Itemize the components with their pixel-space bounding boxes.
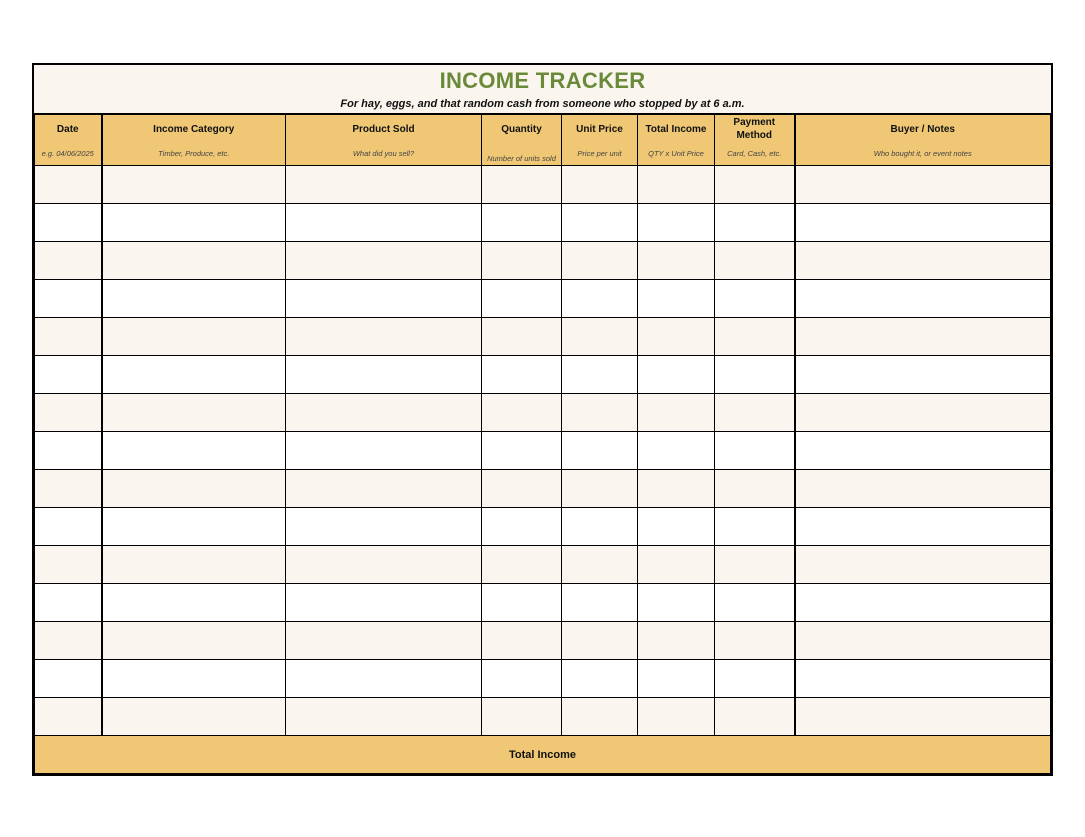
cell-date[interactable]	[35, 242, 102, 280]
cell-unit-price[interactable]	[562, 546, 638, 584]
column-hint: Card, Cash, etc.	[727, 149, 782, 158]
cell-date[interactable]	[35, 698, 102, 736]
cell-quantity[interactable]	[482, 394, 562, 432]
cell-buyer-notes[interactable]	[795, 584, 1051, 622]
cell-payment-method[interactable]	[715, 698, 795, 736]
cell-payment-method[interactable]	[715, 394, 795, 432]
cell-product-sold[interactable]	[286, 318, 482, 356]
cell-buyer-notes[interactable]	[795, 394, 1051, 432]
cell-buyer-notes[interactable]	[795, 356, 1051, 394]
cell-buyer-notes[interactable]	[795, 622, 1051, 660]
cell-income-category[interactable]	[102, 584, 286, 622]
cell-quantity[interactable]	[482, 356, 562, 394]
cell-payment-method[interactable]	[715, 166, 795, 204]
table-row	[35, 432, 1051, 470]
cell-product-sold[interactable]	[286, 242, 482, 280]
cell-payment-method[interactable]	[715, 356, 795, 394]
cell-product-sold[interactable]	[286, 508, 482, 546]
cell-date[interactable]	[35, 546, 102, 584]
cell-income-category[interactable]	[102, 318, 286, 356]
table-row	[35, 356, 1051, 394]
cell-buyer-notes[interactable]	[795, 318, 1051, 356]
title-block	[34, 65, 1051, 114]
cell-income-category[interactable]	[102, 698, 286, 736]
cell-date[interactable]	[35, 204, 102, 242]
cell-buyer-notes[interactable]	[795, 508, 1051, 546]
cell-total-income[interactable]	[638, 394, 715, 432]
cell-product-sold[interactable]	[286, 470, 482, 508]
cell-income-category[interactable]	[102, 622, 286, 660]
cell-product-sold[interactable]	[286, 432, 482, 470]
cell-total-income[interactable]	[638, 470, 715, 508]
column-hint: e.g. 04/06/2025	[41, 149, 94, 158]
column-header-unit-price: Unit Price Price per unit	[562, 115, 638, 166]
cell-quantity[interactable]	[482, 204, 562, 242]
table-row	[35, 660, 1051, 698]
cell-payment-method[interactable]	[715, 280, 795, 318]
column-header-total-income: Total Income QTY x Unit Price	[638, 115, 715, 166]
cell-quantity[interactable]	[482, 318, 562, 356]
cell-payment-method[interactable]	[715, 584, 795, 622]
cell-quantity[interactable]	[482, 508, 562, 546]
column-header-product-sold: Product Sold What did you sell?	[286, 115, 482, 166]
income-tracker-sheet	[32, 63, 1053, 776]
cell-unit-price[interactable]	[562, 508, 638, 546]
cell-date[interactable]	[35, 318, 102, 356]
cell-income-category[interactable]	[102, 394, 286, 432]
column-header-buyer-notes: Buyer / Notes Who bought it, or event notes	[795, 115, 1051, 166]
cell-income-category[interactable]	[102, 204, 286, 242]
cell-total-income[interactable]	[638, 242, 715, 280]
cell-quantity[interactable]	[482, 660, 562, 698]
cell-unit-price[interactable]	[562, 660, 638, 698]
column-hint: What did you sell?	[352, 149, 415, 158]
table-row	[35, 394, 1051, 432]
table-row	[35, 166, 1051, 204]
cell-payment-method[interactable]	[715, 622, 795, 660]
column-hint: Who bought it, or event notes	[873, 149, 972, 158]
cell-date[interactable]	[35, 584, 102, 622]
column-hint: Timber, Produce, etc.	[158, 149, 230, 158]
cell-quantity[interactable]	[482, 470, 562, 508]
cell-buyer-notes[interactable]	[795, 698, 1051, 736]
cell-product-sold[interactable]	[286, 280, 482, 318]
table-row	[35, 280, 1051, 318]
column-hint: Price per unit	[577, 149, 622, 158]
cell-quantity[interactable]	[482, 698, 562, 736]
cell-payment-method[interactable]	[715, 470, 795, 508]
cell-buyer-notes[interactable]	[795, 242, 1051, 280]
cell-quantity[interactable]	[482, 280, 562, 318]
total-row	[35, 736, 1051, 774]
cell-date[interactable]	[35, 356, 102, 394]
cell-unit-price[interactable]	[562, 242, 638, 280]
cell-total-income[interactable]	[638, 280, 715, 318]
cell-buyer-notes[interactable]	[795, 432, 1051, 470]
column-header-payment-method: Payment Method Card, Cash, etc.	[715, 115, 795, 166]
cell-unit-price[interactable]	[562, 318, 638, 356]
cell-total-income[interactable]	[638, 698, 715, 736]
cell-product-sold[interactable]	[286, 394, 482, 432]
cell-date[interactable]	[35, 508, 102, 546]
table-row	[35, 318, 1051, 356]
cell-payment-method[interactable]	[715, 432, 795, 470]
cell-product-sold[interactable]	[286, 584, 482, 622]
cell-date[interactable]	[35, 280, 102, 318]
cell-buyer-notes[interactable]	[795, 280, 1051, 318]
cell-product-sold[interactable]	[286, 660, 482, 698]
cell-quantity[interactable]	[482, 584, 562, 622]
cell-buyer-notes[interactable]	[795, 546, 1051, 584]
table-row	[35, 508, 1051, 546]
table-row	[35, 698, 1051, 736]
cell-unit-price[interactable]	[562, 698, 638, 736]
cell-payment-method[interactable]	[715, 318, 795, 356]
cell-date[interactable]	[35, 166, 102, 204]
table-row	[35, 242, 1051, 280]
cell-total-income[interactable]	[638, 660, 715, 698]
column-hint: Number of units sold	[487, 154, 556, 163]
cell-payment-method[interactable]	[715, 204, 795, 242]
cell-unit-price[interactable]	[562, 470, 638, 508]
column-hint: QTY x Unit Price	[648, 149, 704, 158]
cell-total-income[interactable]	[638, 356, 715, 394]
cell-quantity[interactable]	[482, 546, 562, 584]
table-row	[35, 622, 1051, 660]
cell-income-category[interactable]	[102, 546, 286, 584]
cell-payment-method[interactable]	[715, 242, 795, 280]
cell-income-category[interactable]	[102, 508, 286, 546]
cell-buyer-notes[interactable]	[795, 204, 1051, 242]
cell-income-category[interactable]	[102, 660, 286, 698]
cell-unit-price[interactable]	[562, 622, 638, 660]
table-row	[35, 584, 1051, 622]
cell-unit-price[interactable]	[562, 204, 638, 242]
income-table	[34, 114, 1051, 774]
cell-product-sold[interactable]	[286, 546, 482, 584]
column-header-quantity: Quantity Number of units sold	[482, 115, 562, 166]
cell-payment-method[interactable]	[715, 660, 795, 698]
cell-product-sold[interactable]	[286, 622, 482, 660]
cell-product-sold[interactable]	[286, 356, 482, 394]
cell-total-income[interactable]	[638, 622, 715, 660]
cell-total-income[interactable]	[638, 546, 715, 584]
cell-buyer-notes[interactable]	[795, 470, 1051, 508]
cell-buyer-notes[interactable]	[795, 166, 1051, 204]
page-subtitle: For hay, eggs, and that random cash from someone who stopped by at 6 a.m.	[340, 98, 745, 110]
cell-date[interactable]	[35, 394, 102, 432]
cell-quantity[interactable]	[482, 166, 562, 204]
cell-total-income[interactable]	[638, 318, 715, 356]
cell-product-sold[interactable]	[286, 166, 482, 204]
header-row	[35, 115, 1051, 166]
cell-unit-price[interactable]	[562, 394, 638, 432]
cell-buyer-notes[interactable]	[795, 660, 1051, 698]
cell-income-category[interactable]	[102, 242, 286, 280]
cell-payment-method[interactable]	[715, 508, 795, 546]
cell-total-income[interactable]	[638, 432, 715, 470]
cell-total-income[interactable]	[638, 166, 715, 204]
cell-quantity[interactable]	[482, 622, 562, 660]
cell-date[interactable]	[35, 432, 102, 470]
cell-total-income[interactable]	[638, 204, 715, 242]
cell-unit-price[interactable]	[562, 584, 638, 622]
cell-quantity[interactable]	[482, 432, 562, 470]
cell-date[interactable]	[35, 470, 102, 508]
total-income-label: Total Income	[35, 736, 1051, 774]
table-row	[35, 546, 1051, 584]
column-header-income-category: Income Category Timber, Produce, etc.	[102, 115, 286, 166]
cell-income-category[interactable]	[102, 470, 286, 508]
cell-income-category[interactable]	[102, 280, 286, 318]
cell-unit-price[interactable]	[562, 166, 638, 204]
cell-unit-price[interactable]	[562, 432, 638, 470]
cell-unit-price[interactable]	[562, 280, 638, 318]
cell-date[interactable]	[35, 622, 102, 660]
cell-unit-price[interactable]	[562, 356, 638, 394]
table-row	[35, 204, 1051, 242]
cell-product-sold[interactable]	[286, 204, 482, 242]
cell-total-income[interactable]	[638, 584, 715, 622]
column-header-date: Date e.g. 04/06/2025	[35, 115, 102, 166]
cell-quantity[interactable]	[482, 242, 562, 280]
entry-rows	[35, 166, 1051, 736]
cell-payment-method[interactable]	[715, 546, 795, 584]
cell-date[interactable]	[35, 660, 102, 698]
table-row	[35, 470, 1051, 508]
cell-income-category[interactable]	[102, 356, 286, 394]
cell-income-category[interactable]	[102, 166, 286, 204]
cell-product-sold[interactable]	[286, 698, 482, 736]
cell-total-income[interactable]	[638, 508, 715, 546]
page-title: INCOME TRACKER	[439, 68, 646, 93]
cell-income-category[interactable]	[102, 432, 286, 470]
